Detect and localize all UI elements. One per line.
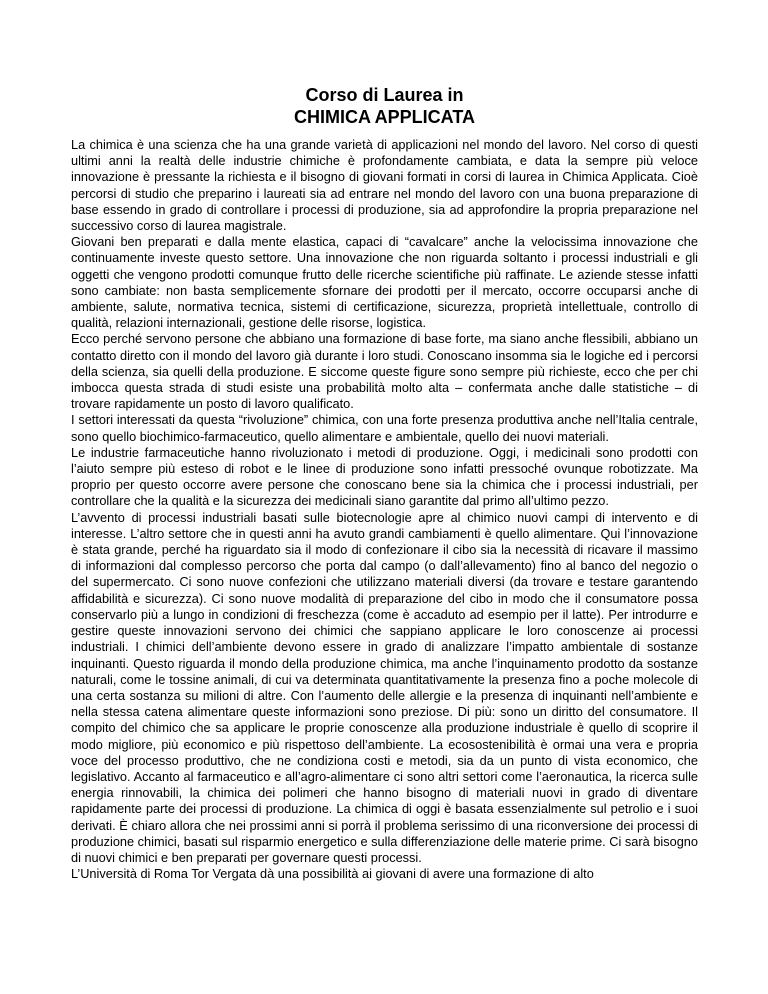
title-line-1: Corso di Laurea in [305, 85, 464, 105]
paragraph: I settori interessati da questa “rivoluzione” chimica, con una forte presenza produttiva anche nell’Italia centrale, sono quello biochimico-farmaceutico, quello alimentare e ambientale, quello dei nuovi materiali. [71, 412, 698, 444]
paragraph: Le industrie farmaceutiche hanno rivoluzionato i metodi di produzione. Oggi, i medicinali sono prodotti con l’aiuto sempre più esteso di robot e le linee di produzione sono infatti pressoché ovunque robotizzate. Ma proprio per questo occorre avere persone che conoscano bene sia la chimica che i processi industriali, per controllare che la qualità e la sicurezza dei medicinali siano garantite dal primo all’ultimo pezzo. [71, 444, 698, 509]
document-body [71, 137, 698, 882]
paragraph: Giovani ben preparati e dalla mente elastica, capaci di “cavalcare” anche la velocissima innovazione che continuamente investe questo settore. Una innovazione che non riguarda soltanto i processi industriali e gli oggetti che vengono prodotti comunque frutto delle ricerche scientifiche più raffinate. Le aziende stesse infatti sono cambiate: non basta semplicemente sfornare dei prodotti per il mercato, occorre occuparsi anche di ambiente, salute, normativa tecnica, sistemi di certificazione, sicurezza, proprietà intellettuale, controllo di qualità, relazioni internazionali, gestione delle risorse, logistica. [71, 234, 698, 331]
paragraph: Ecco perché servono persone che abbiano una formazione di base forte, ma siano anche flessibili, abbiano un contatto diretto con il mondo del lavoro già durante i loro studi. Conoscano insomma sia le logiche ed i percorsi della scienza, sia quelli della produzione. E siccome queste figure sono sempre più richieste, ecco che per chi imbocca questa strada di studi esiste una probabilità molto alta – confermata anche dalle statistiche – di trovare rapidamente un posto di lavoro qualificato. [71, 331, 698, 412]
document-page [71, 84, 698, 882]
paragraph: La chimica è una scienza che ha una grande varietà di applicazioni nel mondo del lavoro. Nel corso di questi ultimi anni la realtà delle industrie chimiche è profondamente cambiata, e data la sempre più veloce innovazione è pressante la richiesta e il bisogno di giovani formati in corsi di laurea in Chimica Applicata. Cioè percorsi di studio che preparino i laureati sia ad entrare nel mondo del lavoro con una buona preparazione di base essendo in grado di controllare i processi di produzione, sia ad approfondire la propria preparazione nel successivo corso di laurea magistrale. [71, 137, 698, 234]
document-title [71, 84, 698, 128]
paragraph: L’avvento di processi industriali basati sulle biotecnologie apre al chimico nuovi campi di intervento e di interesse. L’altro settore che in questi anni ha avuto grandi cambiamenti è quello alimentare. Qui l’innovazione è stata grande, perché ha riguardato sia il modo di confezionare il cibo sia la necessità di ricavare il massimo di informazioni dal complesso percorso che porta dal campo (o dall’allevamento) fino al banco del negozio o del supermercato. Ci sono nuove confezioni che utilizzano materiali diversi (da trovare e testare garantendo affidabilità e sicurezza). Ci sono nuove modalità di preparazione del cibo in modo che il consumatore possa conservarlo più a lungo in condizioni di freschezza (come è accaduto ad esempio per il latte). Per introdurre e gestire queste innovazioni servono dei chimici che sappiano applicare le loro conoscenze ai processi industriali. I chimici dell’ambiente devono essere in grado di analizzare l’impatto ambientale di sostanze inquinanti. Questo riguarda il mondo della produzione chimica, ma anche l’inquinamento prodotto da sostanze naturali, come le tossine animali, di cui va determinata quantitativamente la presenza fino a poche molecole di una certa sostanza su milioni di altre. Con l’aumento delle allergie e la presenza di inquinanti nell’ambiente e nella stessa catena alimentare queste informazioni sono preziose. Di più: sono un diritto del consumatore. Il compito del chimico che sa applicare le proprie conoscenze alla produzione industriale è quello di scoprire il modo migliore, più economico e più rispettoso dell’ambiente. La ecosostenibilità è ormai una vera e propria voce del processo produttivo, che ne condiziona costi e metodi, sia da un punto di vista economico, che legislativo. Accanto al farmaceutico e all’agro-alimentare ci sono altri settori come l’aeronautica, la ricerca sulle energia rinnovabili, la chimica dei polimeri che hanno bisogno di materiali nuovi in grado di diventare rapidamente parte dei processi di produzione. La chimica di oggi è basata essenzialmente sul petrolio e i suoi derivati. È chiaro allora che nei prossimi anni si porrà il problema serissimo di una riconversione dei processi di produzione chimici, basati sul risparmio energetico e sulla differenziazione delle materie prime. Ci sarà bisogno di nuovi chimici e ben preparati per governare questi processi. [71, 509, 698, 865]
paragraph: L’Università di Roma Tor Vergata dà una possibilità ai giovani di avere una formazione di alto [71, 866, 594, 882]
title-line-2: CHIMICA APPLICATA [294, 107, 475, 127]
